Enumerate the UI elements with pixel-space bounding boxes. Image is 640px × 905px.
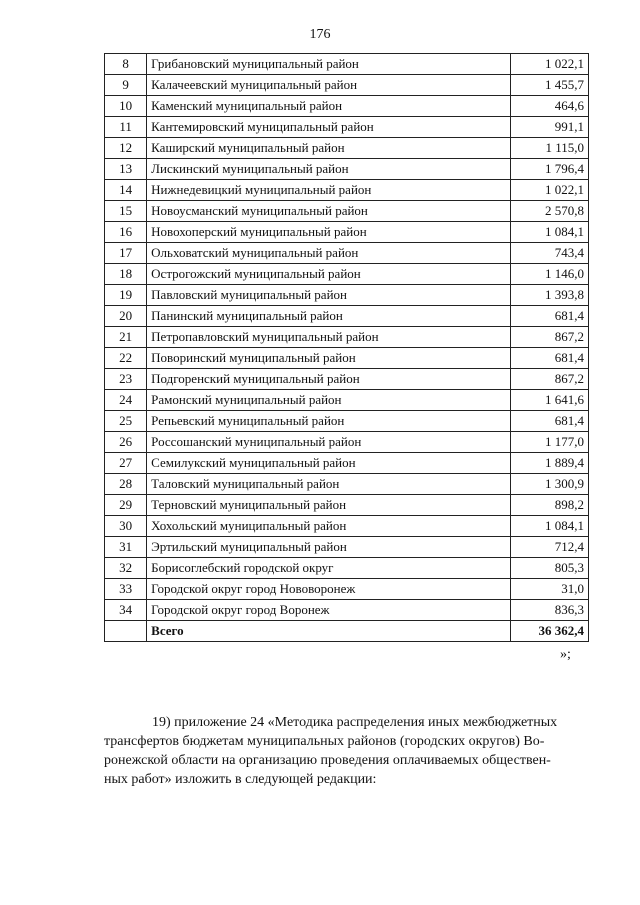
table-row <box>105 159 589 180</box>
total-label: Всего <box>147 621 511 642</box>
total-value: 36 362,4 <box>510 621 588 642</box>
row-number: 10 <box>105 96 147 117</box>
amount-value: 867,2 <box>510 369 588 390</box>
row-number: 11 <box>105 117 147 138</box>
table-row <box>105 369 589 390</box>
amount-value: 1 022,1 <box>510 180 588 201</box>
row-number: 16 <box>105 222 147 243</box>
municipality-name: Таловский муниципальный район <box>147 474 511 495</box>
row-number: 29 <box>105 495 147 516</box>
table-row <box>105 495 589 516</box>
table-row <box>105 75 589 96</box>
municipality-name: Каширский муниципальный район <box>147 138 511 159</box>
municipality-name: Ольховатский муниципальный район <box>147 243 511 264</box>
amount-value: 1 393,8 <box>510 285 588 306</box>
row-number: 32 <box>105 558 147 579</box>
amount-value: 1 022,1 <box>510 54 588 75</box>
municipality-name: Павловский муниципальный район <box>147 285 511 306</box>
amount-value: 1 084,1 <box>510 222 588 243</box>
table-row <box>105 96 589 117</box>
row-number: 24 <box>105 390 147 411</box>
table-row <box>105 201 589 222</box>
municipality-name: Подгоренский муниципальный район <box>147 369 511 390</box>
municipality-name: Калачеевский муниципальный район <box>147 75 511 96</box>
row-number: 21 <box>105 327 147 348</box>
amount-value: 1 796,4 <box>510 159 588 180</box>
municipality-name: Семилукский муниципальный район <box>147 453 511 474</box>
municipality-name: Острогожский муниципальный район <box>147 264 511 285</box>
table-row <box>105 306 589 327</box>
paragraph-line: ронежской области на организацию проведения оплачиваемых обществен- <box>104 753 551 768</box>
row-number: 8 <box>105 54 147 75</box>
amount-value: 464,6 <box>510 96 588 117</box>
row-number: 26 <box>105 432 147 453</box>
row-number: 34 <box>105 600 147 621</box>
amount-value: 2 570,8 <box>510 201 588 222</box>
row-number: 13 <box>105 159 147 180</box>
municipality-name: Городской округ город Нововоронеж <box>147 579 511 600</box>
municipality-name: Репьевский муниципальный район <box>147 411 511 432</box>
amount-value: 1 300,9 <box>510 474 588 495</box>
table-row <box>105 579 589 600</box>
municipality-name: Россошанский муниципальный район <box>147 432 511 453</box>
table-body <box>105 54 589 642</box>
table-row <box>105 453 589 474</box>
table-row <box>105 327 589 348</box>
amount-value: 1 115,0 <box>510 138 588 159</box>
row-number: 31 <box>105 537 147 558</box>
municipality-name: Городской округ город Воронеж <box>147 600 511 621</box>
row-number: 9 <box>105 75 147 96</box>
closing-quote-mark: »; <box>560 647 571 662</box>
municipality-name: Терновский муниципальный район <box>147 495 511 516</box>
amount-value: 805,3 <box>510 558 588 579</box>
amount-value: 1 177,0 <box>510 432 588 453</box>
amount-value: 681,4 <box>510 411 588 432</box>
amount-value: 1 084,1 <box>510 516 588 537</box>
row-number: 18 <box>105 264 147 285</box>
row-number: 25 <box>105 411 147 432</box>
amount-value: 898,2 <box>510 495 588 516</box>
amount-value: 31,0 <box>510 579 588 600</box>
municipality-name: Борисоглебский городской округ <box>147 558 511 579</box>
amount-value: 743,4 <box>510 243 588 264</box>
municipality-name: Новохоперский муниципальный район <box>147 222 511 243</box>
municipality-name: Хохольский муниципальный район <box>147 516 511 537</box>
row-number: 27 <box>105 453 147 474</box>
municipality-name: Грибановский муниципальный район <box>147 54 511 75</box>
table-row <box>105 348 589 369</box>
municipality-name: Эртильский муниципальный район <box>147 537 511 558</box>
row-number: 14 <box>105 180 147 201</box>
table-row <box>105 516 589 537</box>
row-number: 17 <box>105 243 147 264</box>
table-row <box>105 600 589 621</box>
total-number <box>105 621 147 642</box>
row-number: 20 <box>105 306 147 327</box>
table-row <box>105 558 589 579</box>
row-number: 30 <box>105 516 147 537</box>
amount-value: 712,4 <box>510 537 588 558</box>
amount-value: 1 146,0 <box>510 264 588 285</box>
row-number: 28 <box>105 474 147 495</box>
table-row <box>105 180 589 201</box>
table-row <box>105 117 589 138</box>
table-row <box>105 138 589 159</box>
page-number: 176 <box>309 27 331 42</box>
amount-value: 1 641,6 <box>510 390 588 411</box>
budget-table <box>104 53 589 642</box>
table-row <box>105 432 589 453</box>
table-row <box>105 285 589 306</box>
table-row <box>105 411 589 432</box>
table-row <box>105 537 589 558</box>
municipality-name: Новоусманский муниципальный район <box>147 201 511 222</box>
amount-value: 681,4 <box>510 348 588 369</box>
amount-value: 991,1 <box>510 117 588 138</box>
amount-value: 681,4 <box>510 306 588 327</box>
municipality-name: Кантемировский муниципальный район <box>147 117 511 138</box>
row-number: 15 <box>105 201 147 222</box>
paragraph-line: трансфертов бюджетам муниципальных районов (городских округов) Во- <box>104 734 545 749</box>
total-row <box>105 621 589 642</box>
table-row <box>105 390 589 411</box>
amount-value: 867,2 <box>510 327 588 348</box>
row-number: 19 <box>105 285 147 306</box>
paragraph-line: ных работ» изложить в следующей редакции: <box>104 772 377 787</box>
amount-value: 836,3 <box>510 600 588 621</box>
table-row <box>105 54 589 75</box>
municipality-name: Рамонский муниципальный район <box>147 390 511 411</box>
table-row <box>105 264 589 285</box>
row-number: 23 <box>105 369 147 390</box>
municipality-name: Нижнедевицкий муниципальный район <box>147 180 511 201</box>
row-number: 12 <box>105 138 147 159</box>
municipality-name: Петропавловский муниципальный район <box>147 327 511 348</box>
row-number: 22 <box>105 348 147 369</box>
amount-value: 1 455,7 <box>510 75 588 96</box>
table-row <box>105 474 589 495</box>
row-number: 33 <box>105 579 147 600</box>
amount-value: 1 889,4 <box>510 453 588 474</box>
municipality-name: Лискинский муниципальный район <box>147 159 511 180</box>
paragraph-line: 19) приложение 24 «Методика распределения иных межбюджетных <box>152 715 558 730</box>
amendment-paragraph <box>104 713 589 789</box>
municipality-name: Поворинский муниципальный район <box>147 348 511 369</box>
table-row <box>105 243 589 264</box>
municipality-name: Каменский муниципальный район <box>147 96 511 117</box>
table-row <box>105 222 589 243</box>
municipality-name: Панинский муниципальный район <box>147 306 511 327</box>
